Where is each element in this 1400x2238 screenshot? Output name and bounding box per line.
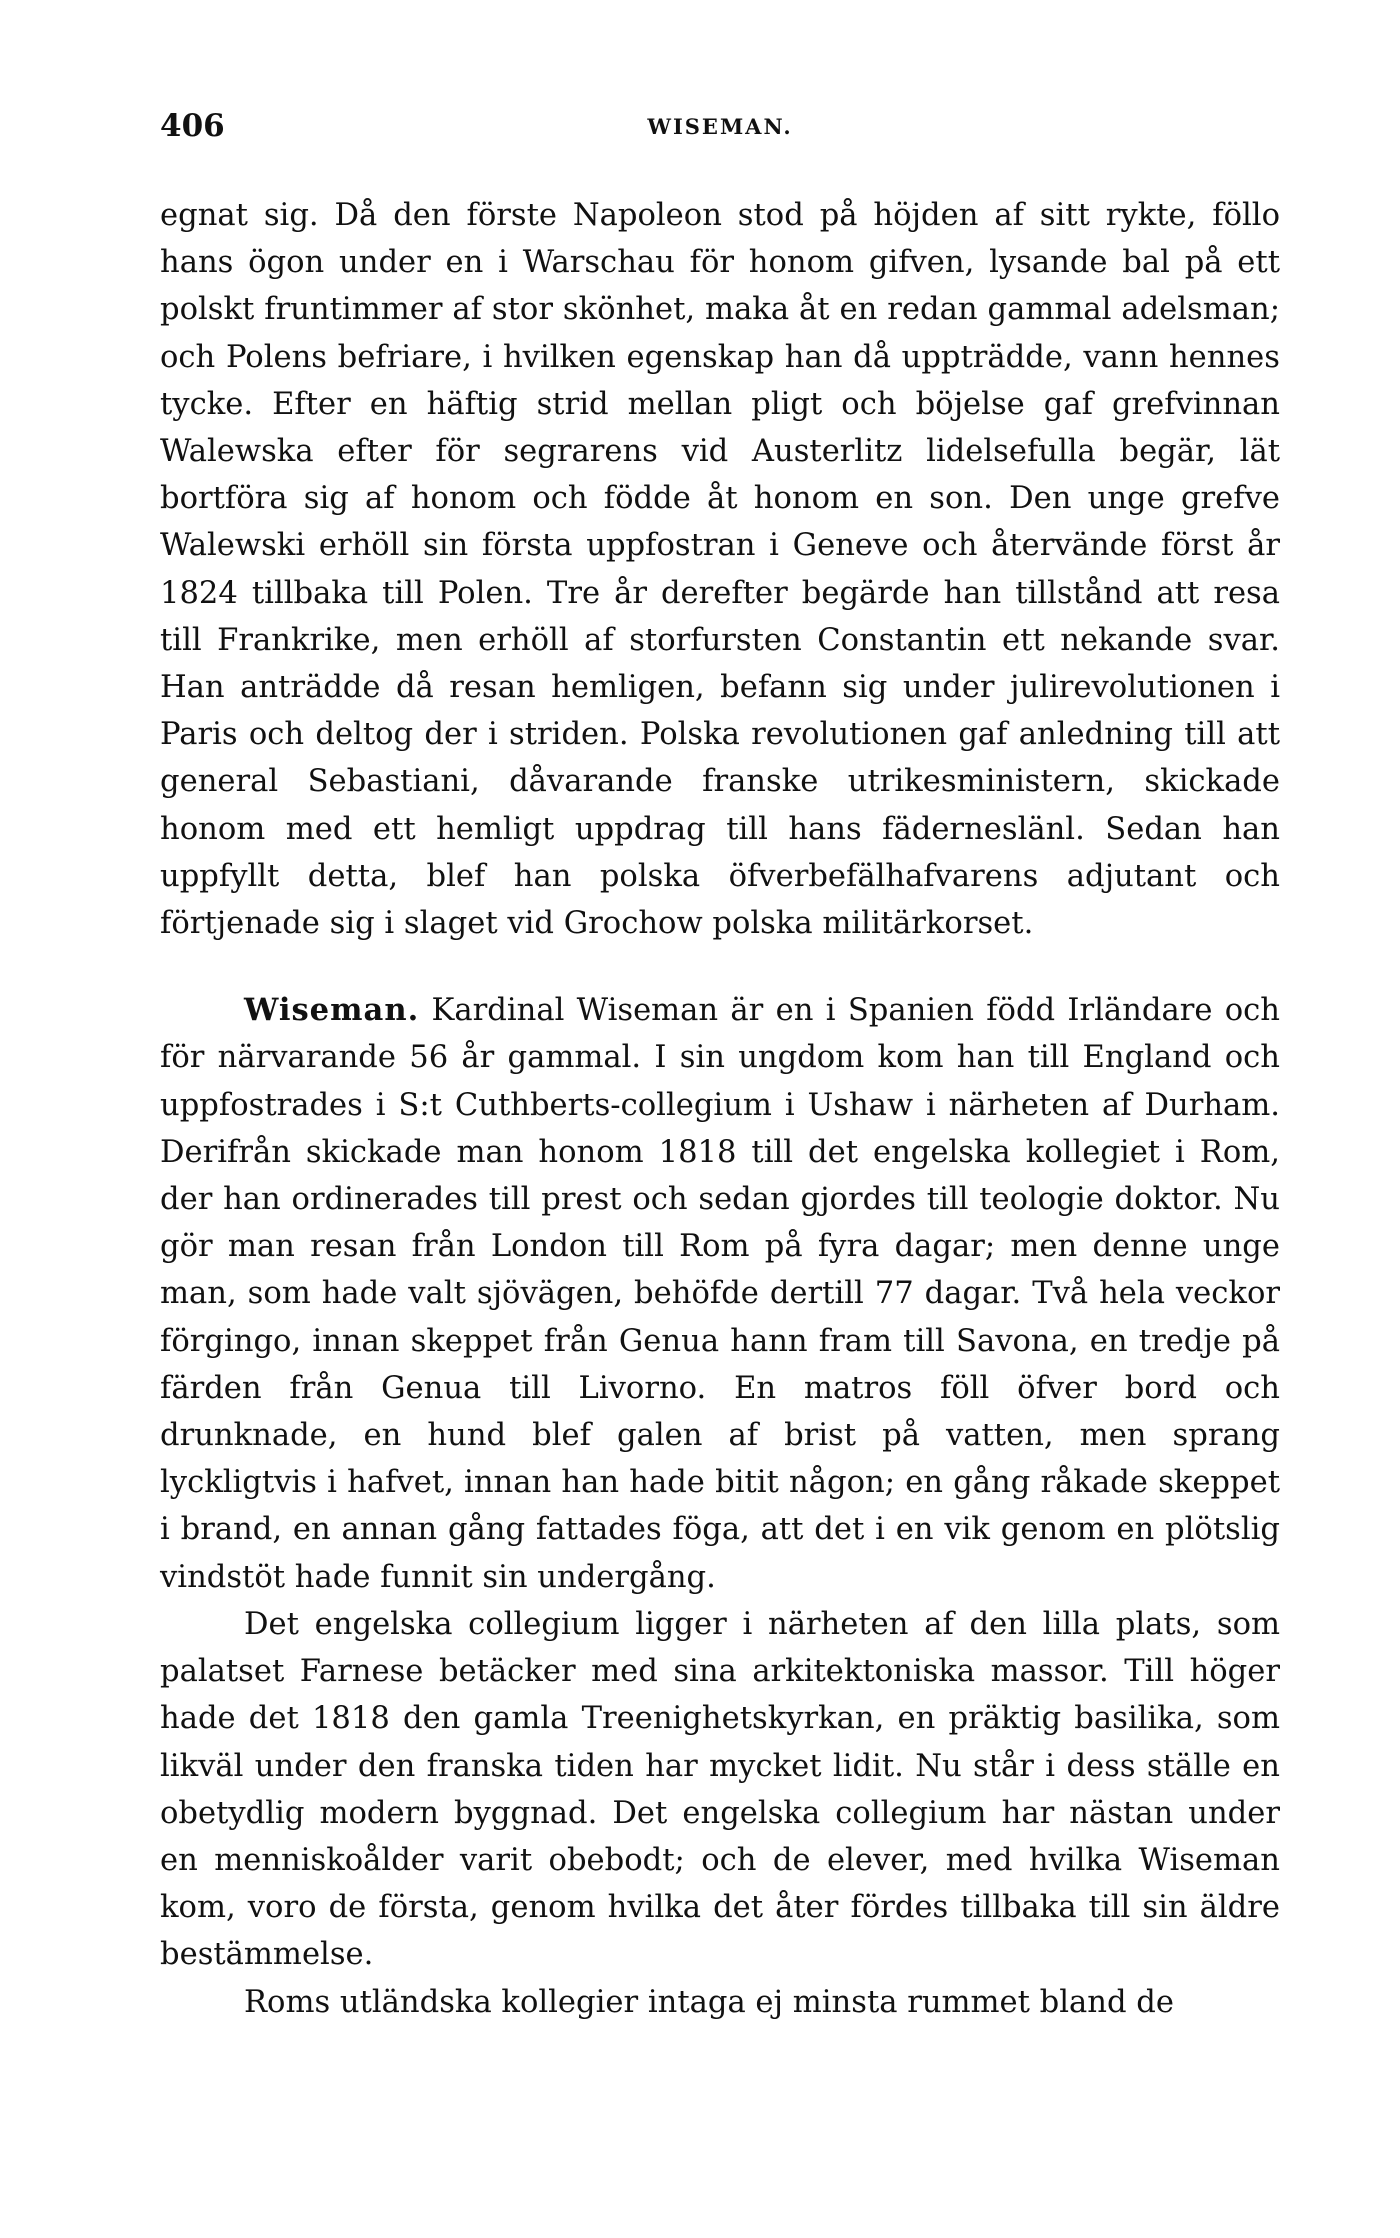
paragraph-roms-kollegier: Roms utländska kollegier intaga ej minsta rummet bland de	[244, 1984, 1174, 2020]
page-header	[160, 100, 1280, 150]
entry-wiseman	[160, 987, 1280, 1601]
paragraph-walewski: egnat sig. Då den förste Napoleon stod på höjden af sitt rykte, föllo hans ögon under en i Warschau för honom gifven, lysande bal på ett polskt fruntimmer af stor skönhet, maka åt en redan gammal adelsman; och Polens befriare, i hvilken egenskap han då uppträdde, vann hennes tycke. Efter en häftig strid mellan pligt och böjelse gaf grefvinnan Walewska efter för segrarens vid Austerlitz lidelsefulla begär, lät bortföra sig af honom och födde åt honom en son. Den unge grefve Walewski erhöll sin första uppfostran i Geneve och återvände först år 1824 tillbaka till Polen. Tre år derefter begärde han tillstånd att resa till Frankrike, men erhöll af storfursten Constantin ett nekande svar. Han anträdde då resan hemligen, befann sig under julirevolutionen i Paris och deltog der i striden. Polska revolutionen gaf anledning till att general Sebastiani, dåvarande franske utrikesministern, skickade honom med ett hemligt uppdrag till hans fäderneslänl. Sedan han uppfyllt detta, blef han polska öfverbefälhafvarens adjutant och förtjenade sig i slaget vid Grochow polska militärkorset.	[160, 198, 1280, 942]
section-break	[160, 947, 1280, 987]
body-text	[160, 192, 1280, 2026]
running-head: WISEMAN.	[647, 114, 793, 139]
entry-heading: Wiseman.	[244, 992, 420, 1029]
page-number: 406	[160, 108, 225, 144]
paragraph-english-college: Det engelska collegium ligger i närheten af den lilla plats, som palatset Farnese betäcker med sina arkitektoniska massor. Till höger hade det 1818 den gamla Treenighetskyrkan, en präktig basilika, som likväl under den franska tiden har mycket lidit. Nu står i dess ställe en obetydlig modern byggnad. Det engelska collegium har nästan under en menniskoålder varit obebodt; och de elever, med hvilka Wiseman kom, voro de första, genom hvilka det åter fördes tillbaka till sin äldre bestämmelse.	[160, 1606, 1280, 1973]
entry-text: Kardinal Wiseman är en i Spanien född Irländare och för närvarande 56 år gammal. I sin ungdom kom han till England och uppfostrades i S:t Cuthberts-collegium i Ushaw i närheten af Durham. Derifrån skickade man honom 1818 till det engelska kollegiet i Rom, der han ordinerades till prest och sedan gjordes till teologie doktor. Nu gör man resan från London till Rom på fyra dagar; men denne unge man, som hade valt sjövägen, behöfde dertill 77 dagar. Två hela veckor förgingo, innan skeppet från Genua hann fram till Savona, en tredje på färden från Genua till Livorno. En matros föll öfver bord och drunknade, en hund blef galen af brist på vatten, men sprang lyckligtvis i hafvet, innan han hade bitit någon; en gång råkade skeppet i brand, en annan gång fattades föga, att det i en vik genom en plötslig vindstöt hade funnit sin undergång.	[160, 993, 1280, 1595]
book-page	[160, 100, 1280, 2026]
